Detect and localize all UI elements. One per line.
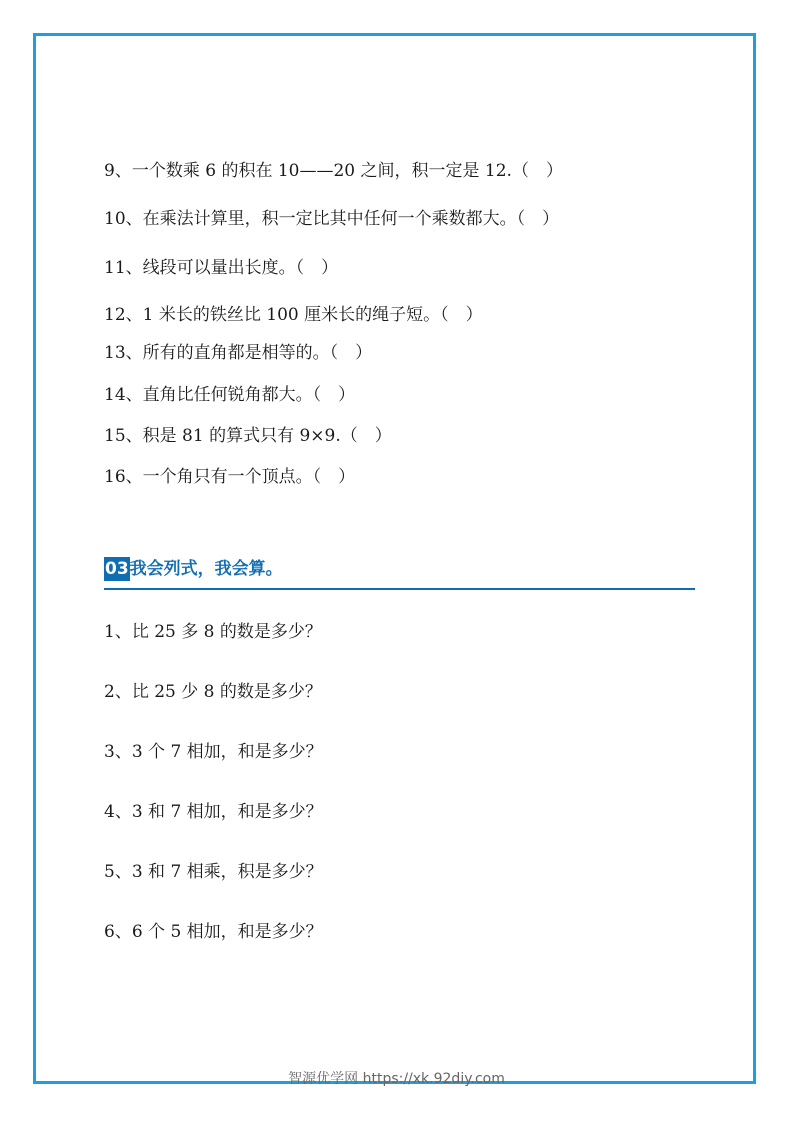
- question-item: 16、一个角只有一个顶点。（ ）: [104, 467, 356, 487]
- calculation-item: 6、6 个 5 相加，和是多少？: [104, 922, 323, 942]
- section-header: [104, 556, 283, 582]
- question-item: 12、1 米长的铁丝比 100 厘米长的绳子短。（ ）: [104, 305, 483, 325]
- section-number-badge: 03: [105, 559, 129, 579]
- section-divider: [104, 588, 695, 590]
- question-item: 15、积是 81 的算式只有 9×9.（ ）: [104, 426, 392, 446]
- calculation-item: 1、比 25 多 8 的数是多少？: [104, 622, 322, 642]
- question-item: 10、在乘法计算里，积一定比其中任何一个乘数都大。（ ）: [104, 209, 560, 229]
- section-title: 我会列式，我会算。: [129, 559, 283, 579]
- calculation-item: 2、比 25 少 8 的数是多少？: [104, 682, 322, 702]
- calculation-item: 4、3 和 7 相加，和是多少？: [104, 802, 323, 822]
- calculation-item: 5、3 和 7 相乘，积是多少？: [104, 862, 323, 882]
- question-item: 14、直角比任何锐角都大。（ ）: [104, 385, 356, 405]
- question-item: 11、线段可以量出长度。（ ）: [104, 258, 339, 278]
- calculation-item: 3、3 个 7 相加，和是多少？: [104, 742, 323, 762]
- footer-watermark: 智源优学网 https://xk.92diy.com: [288, 1071, 505, 1087]
- question-item: 9、一个数乘 6 的积在 10——20 之间，积一定是 12.（ ）: [104, 161, 563, 181]
- question-item: 13、所有的直角都是相等的。（ ）: [104, 343, 373, 363]
